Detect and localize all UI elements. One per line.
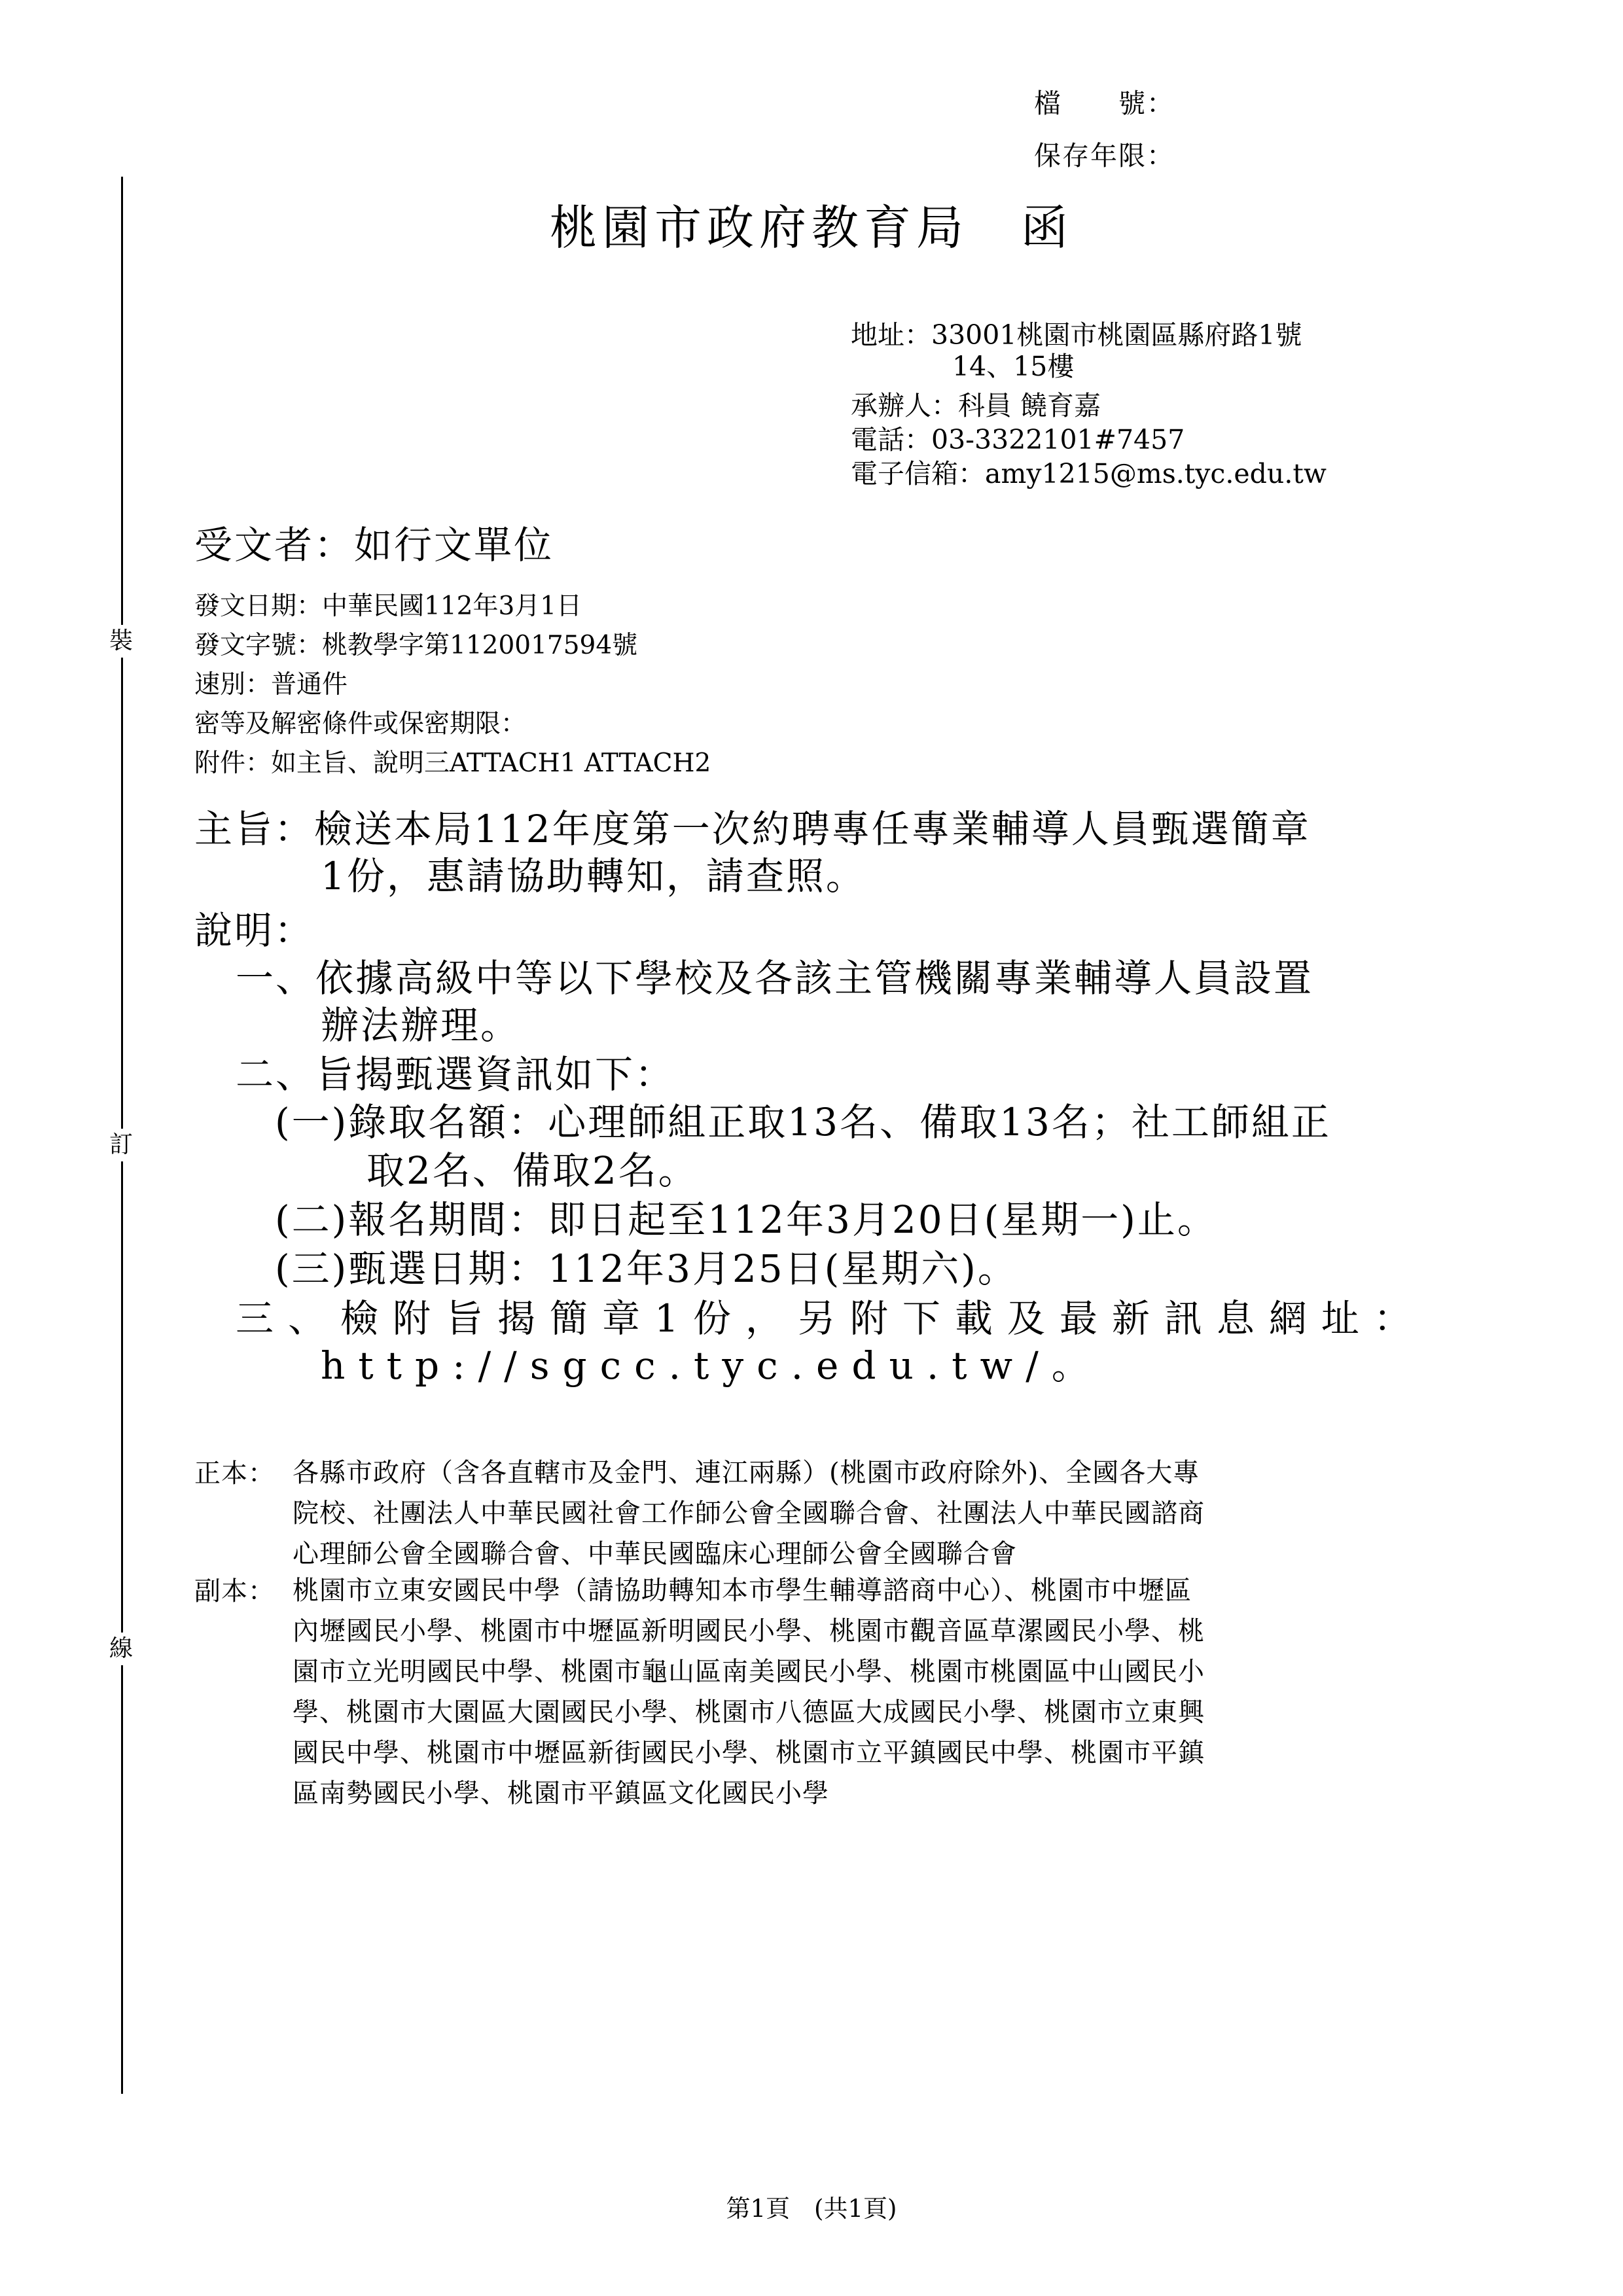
copy-recipients-list: [293, 1570, 1205, 1814]
secrecy-level: 密等及解密條件或保密期限：: [194, 709, 527, 739]
attachments: 附件：如主旨、說明三ATTACH1 ATTACH2: [194, 749, 711, 778]
contact-address-cont: 14、15樓: [952, 351, 1075, 382]
explanation-item-1-line-1: 一、依據高級中等以下學校及各該主管機關專業輔導人員設置: [236, 956, 1314, 1000]
copy-recipients-label: 副本：: [194, 1576, 275, 1606]
binding-char-ding: 訂: [105, 1129, 137, 1161]
copy-recipients-line: 區南勢國民小學、桃園市平鎮區文化國民小學: [293, 1778, 829, 1809]
explanation-item-2-3: (三)甄選日期：112年3月25日(星期六)。: [275, 1246, 1018, 1291]
copy-recipients-line: 園市立光明國民中學、桃園市龜山區南美國民小學、桃園市桃園區中山國民小: [293, 1657, 1205, 1687]
explanation-item-2-1-line-1: (一)錄取名額：心理師組正取13名、備取13名；社工師組正: [275, 1100, 1331, 1144]
retention-period-label: 保存年限：: [1034, 140, 1175, 171]
subject-line-1: 主旨：檢送本局112年度第一次約聘專任專業輔導人員甄選簡章: [194, 807, 1311, 851]
copy-recipients-line: 桃園市立東安國民中學（請協助轉知本市學生輔導諮商中心）、桃園市中壢區: [293, 1576, 1192, 1606]
contact-handler: 承辦人：科員 饒育嘉: [851, 390, 1101, 421]
document-title: 桃園市政府教育局 函: [549, 200, 1073, 255]
main-recipients-line: 院校、社團法人中華民國社會工作師公會全國聯合會、社團法人中華民國諮商: [293, 1498, 1205, 1528]
file-number-label: 檔 號：: [1034, 88, 1175, 119]
explanation-item-2-2: (二)報名期間：即日起至112年3月20日(星期一)止。: [275, 1197, 1217, 1242]
main-recipients-line: 各縣市政府（含各直轄市及金門、連江兩縣）(桃園市政府除外)、全國各大專: [293, 1458, 1200, 1488]
binding-char-xian: 線: [105, 1633, 137, 1665]
explanation-item-3-line-1: 三、檢附旨揭簡章1份，另附下載及最新訊息網址：: [236, 1296, 1426, 1341]
issue-date: 發文日期：中華民國112年3月1日: [194, 592, 582, 621]
subject-line-2: 1份，惠請協助轉知，請查照。: [321, 854, 866, 898]
main-recipients-label: 正本：: [194, 1458, 275, 1489]
explanation-label: 說明：: [194, 908, 315, 953]
main-recipients-list: [293, 1453, 1205, 1574]
explanation-item-3-line-2: http://sgcc.tyc.edu.tw/。: [321, 1343, 1103, 1388]
main-recipients-line: 心理師公會全國聯合會、中華民國臨床心理師公會全國聯合會: [293, 1539, 1017, 1569]
contact-phone: 電話：03-3322101#7457: [851, 424, 1185, 455]
explanation-item-1-line-2: 辦法辦理。: [321, 1003, 521, 1048]
explanation-item-2-1-line-2: 取2名、備取2名。: [366, 1148, 698, 1193]
explanation-item-2: 二、旨揭甄選資訊如下：: [236, 1052, 675, 1097]
contact-address: 地址：33001桃園市桃園區縣府路1號: [851, 319, 1302, 351]
document-number: 發文字號：桃教學字第1120017594號: [194, 631, 638, 660]
copy-recipients-line: 內壢國民小學、桃園市中壢區新明國民小學、桃園市觀音區草漯國民小學、桃: [293, 1616, 1205, 1646]
page-number: 第1頁 (共1頁): [726, 2195, 897, 2223]
delivery-speed: 速別：普通件: [194, 670, 348, 699]
copy-recipients-line: 學、桃園市大園區大園國民小學、桃園市八德區大成國民小學、桃園市立東興: [293, 1697, 1205, 1727]
contact-email: 電子信箱：amy1215@ms.tyc.edu.tw: [851, 458, 1327, 489]
binding-char-zhuang: 裝: [105, 625, 137, 658]
copy-recipients-line: 國民中學、桃園市中壢區新街國民小學、桃園市立平鎮國民中學、桃園市平鎮: [293, 1738, 1205, 1768]
recipient: 受文者：如行文單位: [194, 523, 554, 567]
